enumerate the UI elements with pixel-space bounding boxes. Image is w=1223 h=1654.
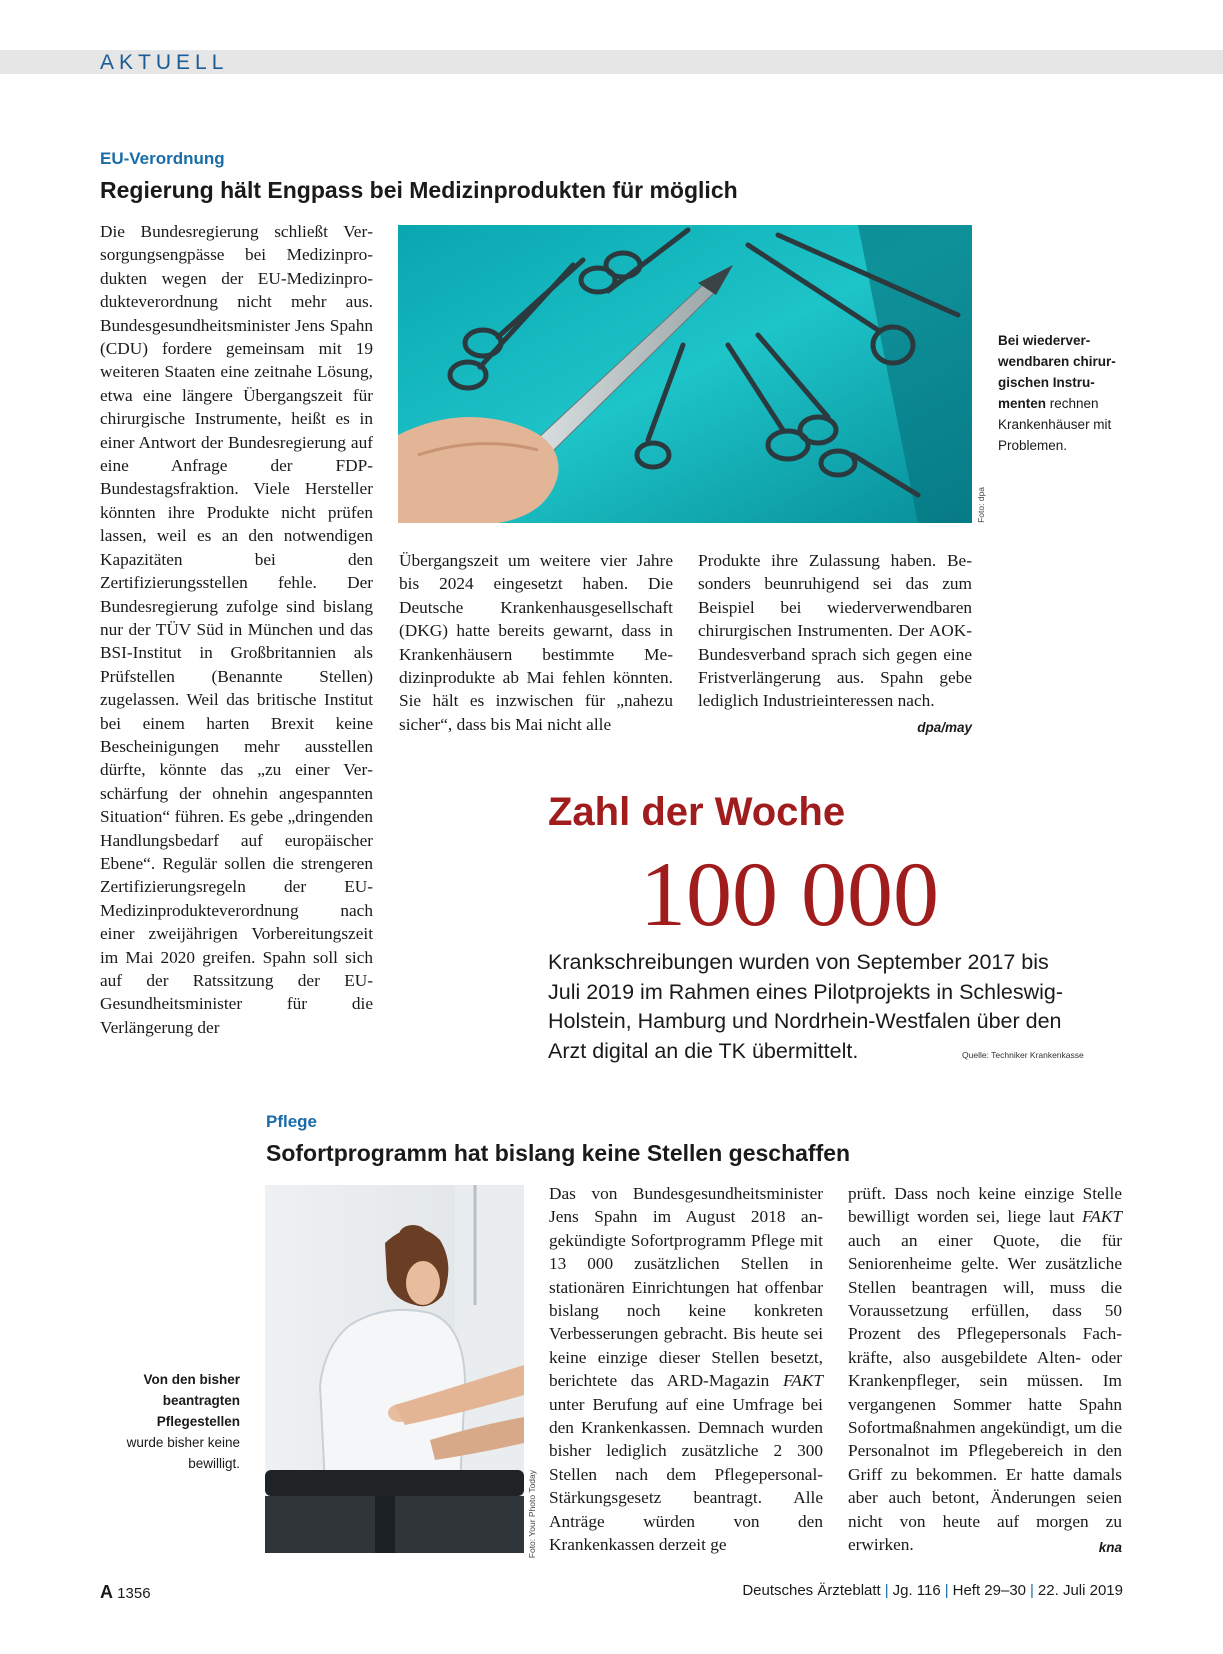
page-number [100,1582,151,1603]
zahl-der-woche-text: Krankschreibungen wurden von September 2017 bis Juli 2019 im Rahmen eines Pilotprojekts in Schleswig-Holstein, Hamburg und Nordrhein-Westfalen über den Arzt digital an die TK übermittelt. [548,950,1064,1063]
article1-caption [998,330,1128,456]
article1-signature: dpa/may [917,719,972,735]
article2-photo-credit: Foto: Your Photo Today [527,1470,537,1559]
article2-column-1-fakt: FAKT [782,1371,823,1391]
footer-date: 22. Juli 2019 [1037,1582,1123,1599]
nurse-photo [265,1185,524,1553]
article1-column-3-text: Produkte ihre Zulassung haben. Besonders beunruhigend sei das zum Beispiel bei wiederverwendbaren chirurgischen Instrumenten. Der AOK-Bundesverband sprach sich gegen eine Fristverlängerung aus. Spahn gebe lediglich Industrieinteressen nach. [698,551,972,711]
article2-column-1-text-b: unter Berufung auf eine Umfrage bei den Krankenkassen. Demnach wurden bisher lediglich zusätzliche 2 300 Stellen nach dem Pflegepersonal-Stärkungsgesetz beantragt. Alle Anträge würden von den Krankenkassen derzeit ge [549,1394,823,1555]
article2-column-2-fakt: FAKT [1081,1207,1122,1227]
article1-headline: Regierung hält Engpass bei Medizinprodukten für möglich [100,177,738,203]
zahl-der-woche-source: Quelle: Techniker Krankenkasse [962,1050,1084,1060]
page-number-value: 1356 [117,1585,151,1602]
article2-caption [112,1369,240,1474]
article2-signature: kna [1098,1540,1122,1556]
footer-separator: | [1030,1582,1034,1599]
article1-kicker: EU-Verordnung [100,149,225,168]
article1-column-1: Die Bundesregierung schließt Versorgungsengpässe bei Medizinprodukten wegen der EU-Medizinprodukteverordnung nicht mehr aus. Bundesgesundheitsminister Jens Spahn (CDU) fordere gemeinsam mit 19 weiteren Staaten eine zeitnahe Lösung, etwa eine längere Übergangszeit für chirurgische Instrumente, heißt es in einer Antwort der Bundesregierung auf eine Anfrage der FDP-Bundestagsfraktion. Viele Hersteller könnten ihre Produkte nicht prüfen lassen, weil es an den notwendigen Kapazitäten bei den Zertifizierungsstellen fehle. Der Bundesregierung zufolge sind bislang nur der TÜV Süd in München und das BSI-Institut in Großbritannien als Prüfstellen (Benannte Stellen) zugelassen. Weil das britische Institut bei einem harten Brexit keine Bescheinigungen mehr ausstellen dürfte, könnte das „zu einer Verschärfung der ohnehin angespannten Situation“ führen. Es gebe „dringenden Handlungsbedarf auf europäischer Ebene“. Regulär sollen die strengeren Zertifizierungsregeln der EU-Medizinprodukteverordnung nach einer zweijährigen Vorbereitungszeit im Mai 2020 greifen. Spahn soll sich auf der Ratssitzung der EU-Gesundheitsminister für die Verlängerung der [100,222,373,1037]
footer-volume: Jg. 116 [892,1582,941,1599]
article1-caption-bold: Bei wiederverwendbaren chirurgischen Instrumenten [998,333,1116,411]
footer-journal-info [742,1582,1123,1599]
article2-column-1 [549,1182,823,1557]
footer-separator: | [884,1582,889,1599]
article1-photo-credit: Foto: dpa [976,487,986,523]
surgical-instruments-photo [398,225,972,523]
article2-column-2-text-a: prüft. Dass noch keine einzige Stelle bewilligt worden sei, liege laut [848,1184,1122,1227]
section-label: AKTUELL [100,51,229,74]
zahl-der-woche-title: Zahl der Woche [548,790,846,834]
article2-kicker: Pflege [266,1112,318,1131]
article1-column-2: Übergangszeit um weitere vier Jahre bis 2024 eingesetzt haben. Die Deutsche Krankenhausgesellschaft (DKG) hatte bereits gewarnt, dass in Krankenhäusern bestimmte Medizinprodukte ab Mai fehlen könnten. Sie hält es inzwischen für „nahezu sicher“, dass bis Mai nicht alle [399,551,673,734]
article2-column-1-text-a: Das von Bundesgesundheitsminister Jens Spahn im August 2018 angekündigte Sofortprogramm Pflege mit 13 000 zusätzlichen Stellen in stationären Einrichtungen hat offenbar bislang noch keine konkreten Verbesserungen gebracht. Bis heute sei keine einzige dieser Stellen besetzt, berichtete das ARD-Magazin [549,1184,823,1391]
article2-caption-rest: wurde bisher keine bewilligt. [126,1435,240,1471]
article2-column-2 [848,1182,1122,1560]
article1-caption-rest: rechnen Krankenhäuser mit Problemen. [998,396,1112,453]
page-prefix: A [100,1582,113,1602]
zahl-der-woche-number: 100 000 [640,843,939,945]
footer-separator: | [944,1582,949,1599]
footer-journal: Deutsches Ärzteblatt [742,1582,881,1599]
article2-headline: Sofortprogramm hat bislang keine Stellen geschaffen [266,1140,851,1166]
article2-column-2-text-b: auch an einer Quote, die für Seniorenheime gelte. Wer zusätzliche Stellen beantragen will, muss die Voraussetzung erfüllen, dass 50 Prozent des Pflegepersonals Fachkräfte, also ausgebildete Alten- oder Krankenpfleger, sein müssen. Im vergangenen Sommer hatte Spahn Sofortmaßnahmen angekündigt, um die Personalnot im Pflegebereich in den Griff zu bekommen. Er hatte damals aber auch betont, Änderungen seien nicht von heute auf morgen zu erwirken. [848,1230,1122,1555]
article2-caption-bold: Von den bisher beantragten Pflegestellen [143,1372,240,1429]
footer-issue: Heft 29–30 [952,1582,1027,1599]
article1-column-3 [698,549,972,739]
